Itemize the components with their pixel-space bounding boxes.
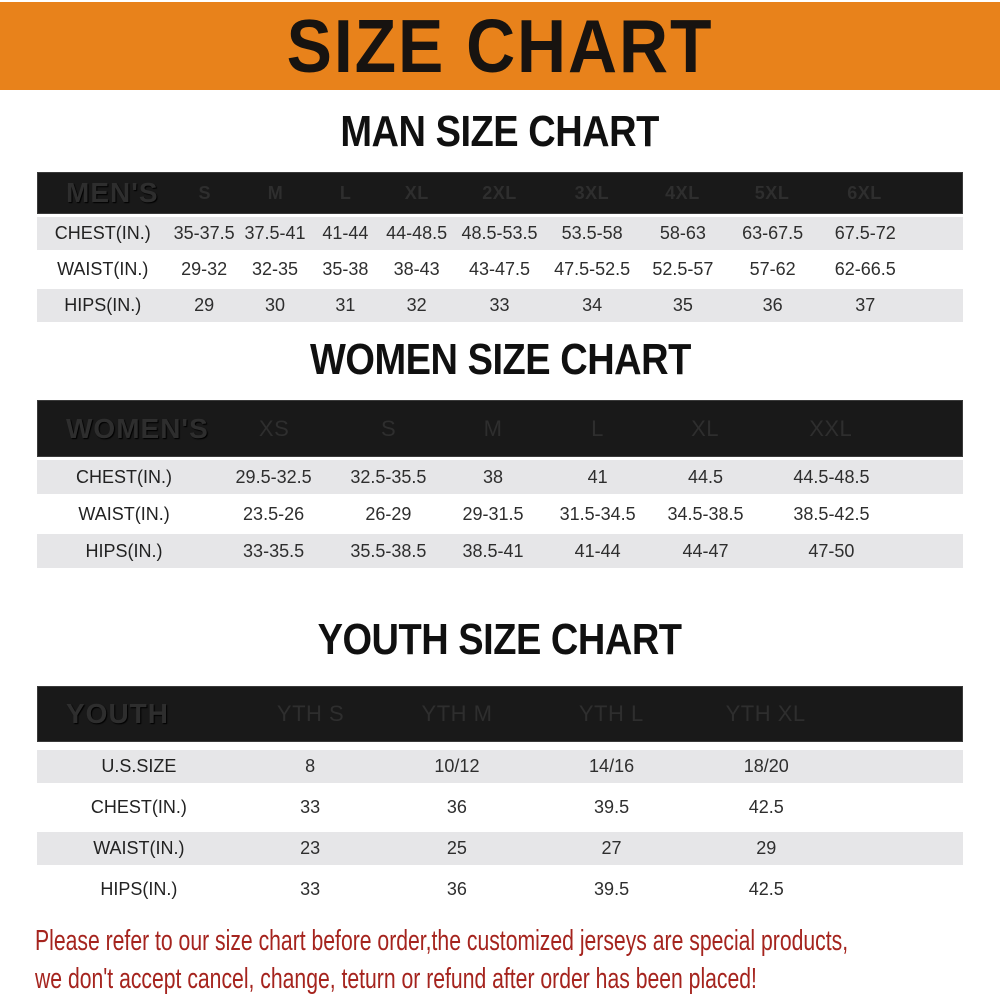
table-header-row [37,400,963,457]
row-label: WAIST(IN.) [78,503,170,524]
row-label: U.S.SIZE [101,756,177,776]
size-value: 47-50 [808,540,855,561]
row-label: CHEST(IN.) [76,466,173,487]
size-value: 34 [582,295,603,315]
table-row [37,253,963,286]
size-value: 41 [587,466,608,487]
size-value: 27 [601,838,622,858]
notice-line-1: Please refer to our size chart before order,the customized jerseys are special products, [35,925,849,957]
size-value: 36 [762,295,783,315]
size-column-header: XXL [809,415,853,441]
size-column-header: 5XL [754,182,790,203]
table-row [37,791,963,824]
size-value: 44.5 [687,466,724,487]
size-value: 41-44 [322,223,369,243]
men-size-table [37,172,963,322]
size-column-header: YTH M [421,701,493,726]
size-value: 43-47.5 [468,259,531,279]
youth-section-heading-text: YOUTH SIZE CHART [318,616,682,664]
footer-notice [35,922,1000,998]
table-row [37,750,963,783]
row-label: WAIST(IN.) [93,838,185,858]
table-header-row [37,172,963,214]
size-column-header: XL [404,182,429,203]
size-column-header: XS [258,415,290,441]
size-value: 47.5-52.5 [554,259,631,279]
size-value: 57-62 [749,259,796,279]
size-column-header: S [381,415,397,441]
table-header-row [37,686,963,742]
size-column-header: 4XL [665,182,700,203]
size-column-header: 6XL [847,182,882,203]
size-value: 39.5 [594,879,630,899]
table-row [37,217,963,250]
size-value: 36 [446,797,467,817]
youth-section-heading [0,618,1000,662]
size-value: 14/16 [589,756,635,776]
size-value: 29 [756,838,777,858]
size-column-header: L [591,415,604,441]
size-value: 35-37.5 [173,223,235,243]
size-value: 25 [446,838,467,858]
size-column-header: L [339,182,352,203]
row-label: HIPS(IN.) [85,540,163,561]
size-column-header: YTH S [276,701,345,726]
table-group-label: YOUTH [66,698,169,729]
section-men [0,110,1000,322]
section-women [0,338,1000,568]
size-column-header: 2XL [482,182,517,203]
size-column-header: S [198,182,212,203]
size-column-header: M [483,415,503,441]
table-group-label: MEN'S [66,177,159,208]
size-value: 38 [483,466,504,487]
row-label: CHEST(IN.) [54,223,151,243]
size-value: 38.5-41 [462,540,524,561]
size-column-header: M [267,182,284,203]
size-value: 23.5-26 [243,503,305,524]
size-value: 62-66.5 [834,259,896,279]
size-value: 18/20 [743,756,789,776]
size-value: 33 [300,879,321,899]
women-section-heading-text: WOMEN SIZE CHART [309,336,691,384]
table-row [37,534,963,568]
size-value: 36 [446,879,467,899]
table-row [37,497,963,531]
size-value: 38-43 [393,259,440,279]
women-section-heading [0,338,1000,382]
women-size-table [37,400,963,568]
size-value: 52.5-57 [652,259,714,279]
row-label: HIPS(IN.) [64,295,142,315]
row-label: WAIST(IN.) [57,259,149,279]
size-value: 31.5-34.5 [559,503,636,524]
size-value: 35 [672,295,693,315]
size-value: 33 [300,797,321,817]
row-label: CHEST(IN.) [90,797,187,817]
size-column-header: YTH XL [725,701,806,726]
table-row [37,460,963,494]
size-column-header: YTH L [578,701,644,726]
men-section-heading [0,110,1000,154]
size-value: 30 [264,295,285,315]
size-value: 10/12 [434,756,480,776]
size-value: 35-38 [322,259,369,279]
size-value: 42.5 [748,879,784,899]
size-value: 63-67.5 [742,223,804,243]
row-label: HIPS(IN.) [100,879,178,899]
size-value: 53.5-58 [561,223,623,243]
table-row [37,832,963,865]
size-value: 29.5-32.5 [235,466,312,487]
size-value: 23 [300,838,321,858]
notice-line-2: we don't accept cancel, change, teturn or refund after order has been placed! [35,963,757,995]
table-group-label: WOMEN'S [66,412,209,444]
size-value: 29-32 [181,259,228,279]
size-value: 39.5 [594,797,630,817]
youth-size-table [37,686,963,906]
size-column-header: 3XL [574,182,610,203]
size-value: 26-29 [365,503,412,524]
banner-title: SIZE CHART [286,3,714,89]
men-section-heading-text: MAN SIZE CHART [340,108,660,156]
size-value: 37 [855,295,876,315]
size-value: 37.5-41 [244,223,306,243]
size-value: 35.5-38.5 [350,540,427,561]
size-value: 29 [194,295,215,315]
size-value: 32 [406,295,427,315]
size-value: 33-35.5 [243,540,305,561]
size-value: 67.5-72 [834,223,896,243]
size-value: 34.5-38.5 [667,503,744,524]
size-value: 44-48.5 [386,223,448,243]
size-value: 29-31.5 [462,503,524,524]
table-row [37,873,963,906]
table-row [37,289,963,322]
size-column-header: XL [691,415,720,441]
section-youth [0,618,1000,906]
size-value: 33 [489,295,510,315]
size-value: 32-35 [251,259,298,279]
banner [0,0,1000,90]
size-value: 32.5-35.5 [350,466,427,487]
size-value: 38.5-42.5 [793,503,870,524]
size-value: 44-47 [682,540,729,561]
size-value: 44.5-48.5 [793,466,870,487]
size-value: 42.5 [748,797,784,817]
size-value: 58-63 [659,223,706,243]
size-value: 31 [335,295,356,315]
size-value: 41-44 [574,540,621,561]
size-value: 48.5-53.5 [461,223,538,243]
size-value: 8 [305,756,316,776]
